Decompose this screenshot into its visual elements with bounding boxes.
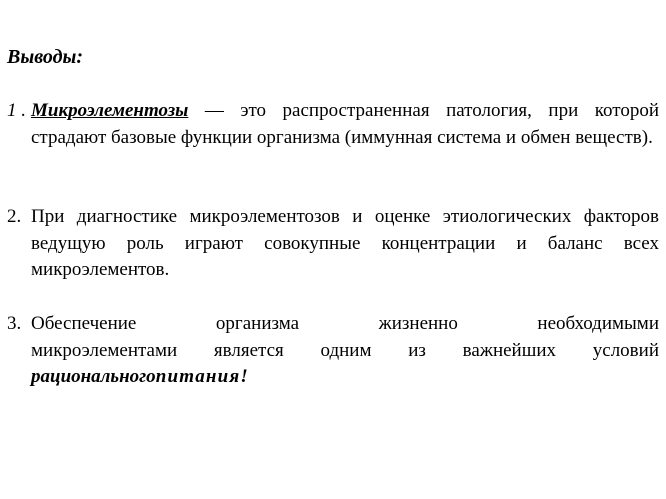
item-text: [31, 98, 659, 151]
item-emphasis-1: рационального: [31, 366, 156, 387]
item-text: [31, 311, 659, 391]
item-text-line-1: Обеспечение организма жизненно необходимыми: [31, 313, 659, 334]
item-text: При диагностике микроэлементозов и оценке этиологических факторов ведущую роль играют совокупные концентрации и баланс всех микроэлементов.: [31, 206, 659, 280]
item-number: 2.: [7, 206, 22, 227]
conclusion-item-3: [7, 311, 659, 391]
item-number: 1 .: [7, 100, 26, 121]
item-text-line-3: [31, 364, 659, 391]
item-term: Микроэлементозы: [31, 100, 189, 121]
conclusions-heading: Выводы:: [7, 46, 84, 68]
item-emphasis-2: питания: [155, 366, 241, 387]
item-body: — это распространенная патология, при которой страдают базовые функции организма (иммунная система и обмен веществ).: [31, 100, 659, 148]
item-tail: !: [240, 366, 248, 387]
item-number: 3.: [7, 313, 22, 334]
item-text-line-2: микроэлементами является одним из важнейших условий: [31, 339, 659, 361]
conclusion-item-1: [7, 98, 659, 151]
conclusion-item-2: [7, 204, 659, 284]
